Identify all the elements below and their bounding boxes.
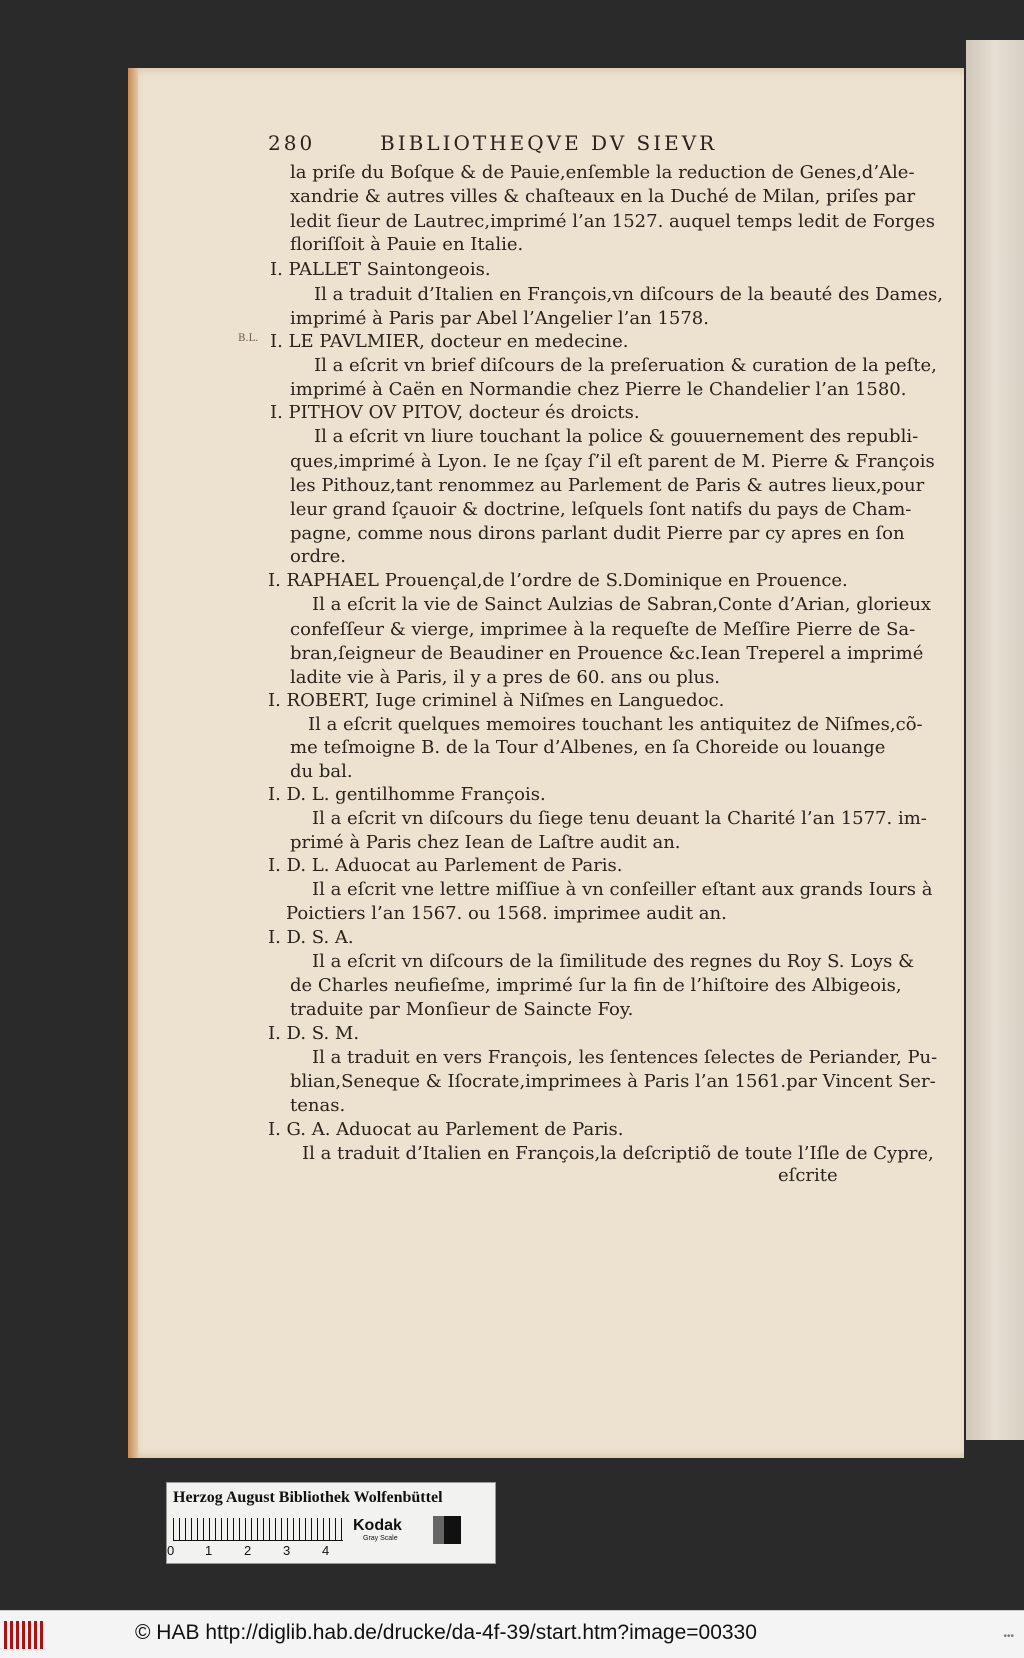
hab-logo-icon bbox=[4, 1621, 44, 1649]
text-line: de Charles neufieſme, imprimé ſur la fin de l’hiſtoire des Albigeois, bbox=[290, 975, 902, 996]
text-line: leur grand ſçauoir & doctrine, leſquels ſont natifs du pays de Cham- bbox=[290, 499, 912, 520]
text-line: traduite par Monſieur de Saincte Foy. bbox=[290, 999, 634, 1020]
text-line: Il a eſcrit vn diſcours de la ſimilitude des regnes du Roy S. Loys & bbox=[312, 951, 915, 972]
text-line: xandrie & autres villes & chaſteaux en la Duché de Milan, priſes par bbox=[290, 186, 916, 207]
text-line: ordre. bbox=[290, 546, 346, 567]
text-line: I. PITHOV OV PITOV, docteur és droicts. bbox=[270, 402, 640, 423]
text-line: Il a traduit d’Italien en François,la deſcriptiõ de toute l’Iſle de Cypre, bbox=[302, 1143, 934, 1164]
text-line: I. RAPHAEL Prouençal,de l’ordre de S.Dominique en Prouence. bbox=[268, 570, 848, 591]
color-chart bbox=[166, 1482, 496, 1564]
text-line: I. D. L. Aduocat au Parlement de Paris. bbox=[268, 855, 623, 876]
text-line: ques,imprimé à Lyon. Ie ne ſçay ſ’il eſt parent de M. Pierre & François bbox=[290, 451, 935, 472]
chart-title: Herzog August Bibliothek Wolfenbüttel bbox=[173, 1489, 443, 1506]
gray-patch bbox=[433, 1516, 461, 1544]
text-line: imprimé à Paris par Abel l’Angelier l’an 1578. bbox=[290, 308, 709, 329]
text-line: I. D. L. gentilhomme François. bbox=[268, 784, 546, 805]
text-line: Il a eſcrit quelques memoires touchant les antiquitez de Niſmes,cõ- bbox=[308, 714, 923, 735]
text-line: les Pithouz,tant renommez au Parlement de Paris & autres lieux,pour bbox=[290, 475, 925, 496]
text-line: I. G. A. Aduocat au Parlement de Paris. bbox=[268, 1119, 624, 1140]
text-line: confeſſeur & vierge, imprimee à la requeſte de Meſſire Pierre de Sa- bbox=[290, 619, 916, 640]
text-line: I. PALLET Saintongeois. bbox=[270, 259, 491, 280]
ruler-number: 4 bbox=[322, 1543, 330, 1558]
text-line: Il a eſcrit vn diſcours du ſiege tenu deuant la Charité l’an 1577. im- bbox=[312, 808, 927, 829]
text-line: Il a traduit d’Italien en François,vn diſcours de la beauté des Dames, bbox=[314, 284, 943, 305]
ruler-number: 0 bbox=[167, 1543, 175, 1558]
text-line: la priſe du Boſque & de Pauie,enſemble la reduction de Genes,d’Ale- bbox=[290, 162, 915, 183]
page-text bbox=[128, 68, 964, 1458]
text-line: I. D. S. A. bbox=[268, 927, 354, 948]
ruler-number: 1 bbox=[205, 1543, 213, 1558]
text-line: ledit ſieur de Lautrec,imprimé l’an 1527. auquel temps ledit de Forges bbox=[290, 211, 935, 232]
text-line: eſcrite bbox=[778, 1165, 838, 1186]
footer-url[interactable]: © HAB http://diglib.hab.de/drucke/da-4f-39/start.htm?image=00330 bbox=[135, 1621, 757, 1644]
text-line: Il a eſcrit vne lettre miſſiue à vn conſeiller eſtant aux grands Iours à bbox=[312, 879, 933, 900]
margin-mark: B.L. bbox=[238, 333, 259, 344]
text-line: I. ROBERT, Iuge criminel à Niſmes en Languedoc. bbox=[268, 690, 725, 711]
running-title: BIBLIOTHEQVE DV SIEVR bbox=[380, 131, 718, 155]
text-line: blian,Seneque & Iſocrate,imprimees à Paris l’an 1561.par Vincent Ser- bbox=[290, 1071, 936, 1092]
ruler bbox=[173, 1518, 343, 1541]
gray-scale-label: Gray Scale bbox=[363, 1535, 398, 1542]
footer-bar bbox=[0, 1610, 1024, 1658]
text-line: bran,ſeigneur de Beaudiner en Prouence &c.Iean Treperel a imprimé bbox=[290, 643, 924, 664]
ruler-number: 3 bbox=[283, 1543, 291, 1558]
text-line: I. LE PAVLMIER, docteur en medecine. bbox=[270, 331, 629, 352]
text-line: imprimé à Caën en Normandie chez Pierre le Chandelier l’an 1580. bbox=[290, 379, 907, 400]
text-line: I. D. S. M. bbox=[268, 1023, 360, 1044]
ruler-number: 2 bbox=[244, 1543, 252, 1558]
text-line: primé à Paris chez Iean de Laſtre audit an. bbox=[290, 832, 681, 853]
text-line: floriſſoit à Pauie en Italie. bbox=[290, 234, 524, 255]
text-line: me teſmoigne B. de la Tour d’Albenes, en ſa Choreide ou louange bbox=[290, 737, 886, 758]
text-line: tenas. bbox=[290, 1095, 346, 1116]
kodak-label: Kodak bbox=[353, 1517, 402, 1534]
text-line: Il a traduit en vers François, les ſentences ſelectes de Periander, Pu- bbox=[312, 1047, 938, 1068]
page-number: 280 bbox=[268, 131, 316, 155]
text-line: Poictiers l’an 1567. ou 1568. imprimee audit an. bbox=[286, 903, 727, 924]
facing-page-edge bbox=[966, 40, 1024, 1440]
text-line: du bal. bbox=[290, 761, 353, 782]
text-line: Il a eſcrit la vie de Sainct Aulzias de Sabran,Conte d’Arian, glorieux bbox=[312, 594, 932, 615]
text-line: ladite vie à Paris, il y a pres de 60. ans ou plus. bbox=[290, 667, 721, 688]
text-line: Il a eſcrit vn brief diſcours de la preſeruation & curation de la peſte, bbox=[314, 355, 937, 376]
text-line: pagne, comme nous dirons parlant dudit Pierre par cy apres en ſon bbox=[290, 523, 905, 544]
text-line: Il a eſcrit vn liure touchant la police & gouuernement des republi- bbox=[314, 426, 919, 447]
book-page bbox=[128, 68, 964, 1458]
footer-dots: ••• bbox=[1003, 1631, 1014, 1642]
